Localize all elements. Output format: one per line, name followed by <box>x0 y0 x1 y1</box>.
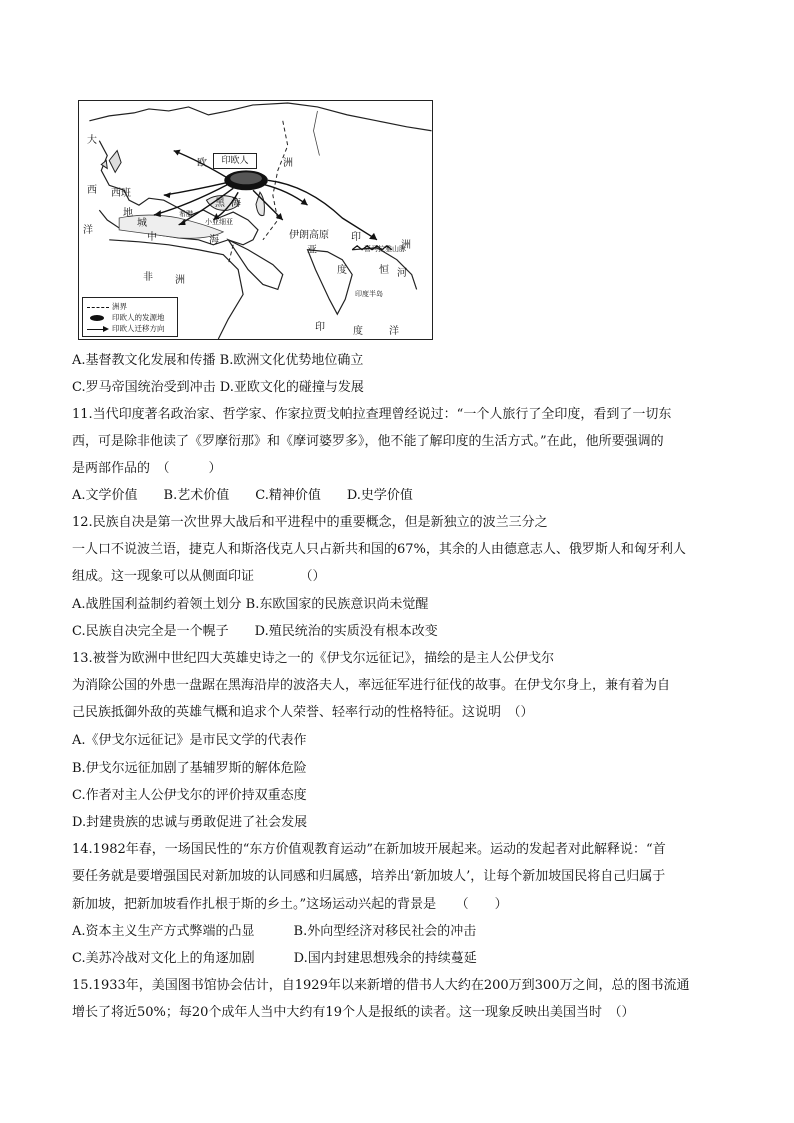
option-line: C.罗马帝国统治受到冲击 D.亚欧文化的碰撞与发展 <box>72 380 364 395</box>
question-text: 西，可是除非他读了《罗摩衍那》和《摩诃婆罗多》，他不能了解印度的生活方式。”在此，他所要强调的 <box>72 434 664 449</box>
option-line: A.《伊戈尔远征记》是市民文学的代表作 <box>72 733 307 748</box>
question-text: 组成。这一现象可以从侧面印证 （） <box>72 569 326 584</box>
option-line: C.作者对主人公伊戈尔的评价持双重态度 <box>72 788 307 803</box>
map-label-ximalaya: 喜马拉雅山脉 <box>364 245 406 253</box>
map-label-zhong: 中 <box>147 232 157 243</box>
option-line: C.美苏冷战对文化上的角逐加剧 D.国内封建思想残余的持续蔓延 <box>72 951 477 966</box>
dashed-line-icon <box>87 303 109 311</box>
question-text: 14.1982年春，一场国民性的“东方价值观教育运动”在新加坡开展起来。运动的发起者对此解释说：“首 <box>72 842 666 857</box>
map-label-du2: 度 <box>337 265 347 276</box>
map-label-ou: 欧 <box>197 158 207 169</box>
option-line: A.战胜国利益制约着领土划分 B.东欧国家的民族意识尚未觉醒 <box>72 597 429 612</box>
map-label-hai: 海 <box>209 235 219 246</box>
map-label-yang2: 洋 <box>389 326 399 337</box>
legend-row-direction <box>87 323 173 334</box>
option-line: A.资本主义生产方式弊端的凸显 B.外向型经济对移民社会的冲击 <box>72 924 477 939</box>
legend-row-origin <box>87 312 173 323</box>
map-label-zhou2: 洲 <box>175 275 185 286</box>
map-label-indian-peninsula: 印度半岛 <box>355 290 383 298</box>
question-text: 是两部作品的 （ ） <box>72 461 222 476</box>
indo-european-migration-map <box>78 100 433 340</box>
question-text: 11.当代印度著名政治家、哲学家、作家拉贾戈帕拉查理曾经说过：“一个人旅行了全印度，看到了一切东 <box>72 407 672 422</box>
map-label-zhou: 洲 <box>283 158 293 169</box>
map-label-fei: 非 <box>143 272 153 283</box>
map-label-xiaoyaxiya: 小亚细亚 <box>205 218 233 226</box>
map-label-yindu-river: 印 <box>351 232 361 243</box>
option-line: B.伊戈尔远征加剧了基辅罗斯的解体危险 <box>72 761 307 776</box>
option-line: A.文学价值 B.艺术价值 C.精神价值 D.史学价值 <box>72 488 413 503</box>
question-text: 增长了将近50%；每20个成年人当中大约有19个人是报纸的读者。这一现象反映出美国当时 （） <box>72 1005 635 1020</box>
map-label-he: 河 <box>397 268 407 279</box>
origin-blob-icon <box>87 314 109 322</box>
map-label-hai2: 海 <box>231 198 241 209</box>
question-text: 己民族抵御外敌的英雄气概和追求个人荣誉、轻率行动的性格特征。这说明 （） <box>72 705 534 720</box>
legend-label: 印欧人迁移方向 <box>112 324 165 333</box>
option-line: D.封建贵族的忠诚与勇敢促进了社会发展 <box>72 815 308 830</box>
map-label-xibanya: 西班 <box>111 188 131 199</box>
map-label-hei: 黑 <box>215 198 225 209</box>
map-label-yang: 洋 <box>83 225 93 236</box>
question-text: 新加坡，把新加坡看作扎根于斯的乡土。”这场运动兴起的背景是 （ ） <box>72 897 508 912</box>
option-line: A.基督教文化发展和传播 B.欧洲文化优势地位确立 <box>72 353 364 368</box>
map-label-di: 地 <box>123 208 133 219</box>
map-label-ya: 亚 <box>307 245 317 256</box>
option-line: C.民族自决完全是一个幌子 D.殖民统治的实质没有根本改变 <box>72 624 438 639</box>
map-label-zhou3: 洲 <box>401 240 411 251</box>
arrow-icon <box>87 325 109 333</box>
question-text: 15.1933年，美国图书馆协会估计，自1929年以来新增的借书人大约在200万到300万之间，总的图书流通 <box>72 978 690 993</box>
question-text: 一人口不说波兰语，捷克人和斯洛伐克人只占新共和国的67%，其余的人由德意志人、俄罗斯人和匈牙利人 <box>72 542 686 557</box>
map-label-heng: 恒 <box>379 265 389 276</box>
map-label-da: 大 <box>87 135 97 146</box>
question-text: 要任务就是要增强国民对新加坡的认同感和归属感，培养出‘新加坡人’，让每个新加坡国民将自己归属于 <box>72 869 666 884</box>
question-text: 12.民族自决是第一次世界大战后和平进程中的重要概念，但是新独立的波兰三分之 <box>72 515 548 530</box>
legend-label: 印欧人的发源地 <box>112 313 165 322</box>
map-label-du: 度 <box>353 326 363 337</box>
map-legend <box>82 297 178 337</box>
map-label-yilang: 伊朗高原 <box>289 230 329 241</box>
map-label-yindu: 印 <box>315 322 325 333</box>
map-label-xi: 西 <box>87 185 97 196</box>
map-label-cheng: 城 <box>137 218 147 229</box>
legend-row-boundary <box>87 301 173 312</box>
origin-label: 印欧人 <box>213 153 257 169</box>
legend-label: 洲界 <box>112 302 127 311</box>
question-text: 为消除公国的外患一盘踞在黑海沿岸的波洛夫人，率远征军进行征伐的故事。在伊戈尔身上，兼有着为自 <box>72 678 671 693</box>
question-text: 13.被誉为欧洲中世纪四大英雄史诗之一的《伊戈尔远征记》，描绘的是主人公伊戈尔 <box>72 651 555 666</box>
map-label-xila: 希腊 <box>179 210 193 218</box>
